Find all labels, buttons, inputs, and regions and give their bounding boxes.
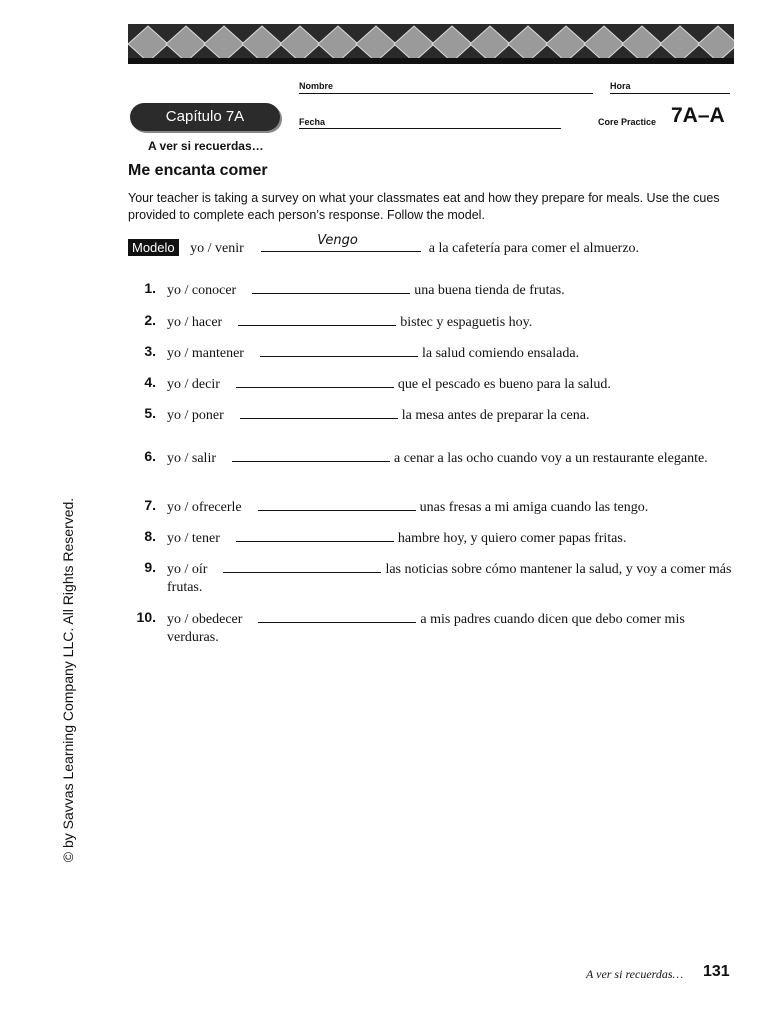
item-cue: yo / poner [167, 408, 224, 423]
copyright-notice: © by Savvas Learning Company LLC. All Rights Reserved. [60, 497, 76, 863]
item-number: 2. [144, 312, 156, 328]
exercise-item [128, 496, 738, 517]
item-number: 6. [144, 448, 156, 464]
item-cue: yo / decir [167, 377, 220, 392]
section-subtitle: A ver si recuerdas… [148, 139, 264, 153]
answer-blank[interactable] [236, 373, 394, 388]
name-field[interactable] [299, 93, 593, 94]
core-practice-label: Core Practice [598, 117, 657, 127]
modelo-answer-line [261, 233, 421, 252]
item-rest: unas fresas a mi amiga cuando las tengo. [419, 500, 649, 515]
hour-field[interactable] [610, 93, 730, 94]
modelo-row [128, 233, 738, 257]
item-rest: a mis padres cuando dicen que debo comer mis verduras. [167, 612, 685, 645]
item-cue: yo / tener [167, 531, 220, 546]
answer-blank[interactable] [240, 404, 398, 419]
core-practice-code: 7A–A [671, 104, 725, 127]
exercise-item [128, 342, 738, 363]
modelo-rest: a la cafetería para comer el almuerzo. [428, 241, 640, 256]
item-cue: yo / oír [167, 562, 208, 577]
date-field[interactable] [299, 128, 561, 129]
exercise-item [128, 527, 738, 548]
modelo-answer: Vengo [317, 233, 358, 248]
instructions: Your teacher is taking a survey on what your classmates eat and how they prepare for meals. Use the cues provided to complete each person’s response. Follow the model. [128, 191, 720, 222]
answer-blank[interactable] [223, 558, 381, 573]
item-cue: yo / conocer [167, 283, 237, 298]
chapter-badge: Capítulo 7A [130, 103, 280, 131]
item-cue: yo / mantener [167, 346, 244, 361]
date-label: Fecha [299, 117, 326, 127]
item-number: 1. [144, 280, 156, 296]
modelo-cue: yo / venir [190, 241, 244, 256]
exercise-item [128, 404, 738, 425]
answer-blank[interactable] [238, 311, 396, 326]
answer-blank[interactable] [232, 447, 390, 462]
item-rest: a cenar a las ocho cuando voy a un restaurante elegante. [394, 451, 708, 466]
item-number: 5. [144, 405, 156, 421]
item-number: 8. [144, 528, 156, 544]
item-rest: las noticias sobre cómo mantener la salud, y voy a comer más frutas. [167, 562, 732, 595]
item-rest: que el pescado es bueno para la salud. [397, 377, 611, 392]
page-title: Me encanta comer [128, 162, 268, 179]
footer-book-title: A ver si recuerdas… [586, 967, 684, 981]
item-cue: yo / salir [167, 451, 216, 466]
item-rest: hambre hoy, y quiero comer papas fritas. [397, 531, 627, 546]
item-rest: bistec y espaguetis hoy. [400, 315, 533, 330]
item-cue: yo / hacer [167, 315, 223, 330]
exercise-item [128, 311, 738, 332]
item-number: 4. [144, 374, 156, 390]
item-number: 9. [144, 559, 156, 575]
decorative-banner [128, 24, 734, 64]
hour-label: Hora [610, 81, 631, 91]
exercise-item [128, 279, 738, 300]
answer-blank[interactable] [260, 342, 418, 357]
exercise-item [128, 608, 738, 647]
name-label: Nombre [299, 81, 334, 91]
item-number: 3. [144, 343, 156, 359]
exercise-item [128, 373, 738, 394]
item-number: 7. [144, 497, 156, 513]
item-rest: la salud comiendo ensalada. [421, 346, 580, 361]
item-rest: una buena tienda de frutas. [414, 283, 565, 298]
exercise-item [128, 558, 738, 597]
page-number: 131 [703, 963, 730, 980]
answer-blank[interactable] [236, 527, 394, 542]
answer-blank[interactable] [252, 279, 410, 294]
item-cue: yo / obedecer [167, 612, 243, 627]
modelo-tag: Modelo [128, 239, 179, 256]
item-rest: la mesa antes de preparar la cena. [401, 408, 590, 423]
exercise-item [128, 447, 738, 468]
item-number: 10. [136, 609, 156, 625]
answer-blank[interactable] [258, 608, 416, 623]
item-cue: yo / ofrecerle [167, 500, 242, 515]
answer-blank[interactable] [258, 496, 416, 511]
